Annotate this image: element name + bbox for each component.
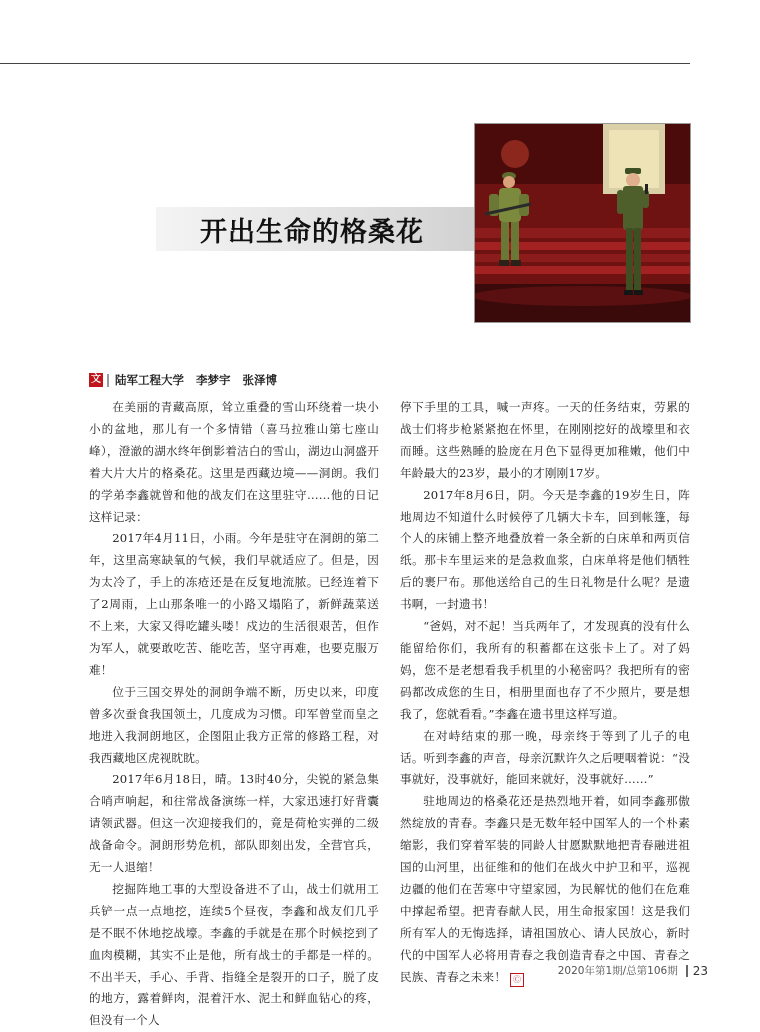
issue-info: 2020年第1期/总第106期: [557, 965, 678, 977]
byline: [89, 372, 277, 388]
end-mark-icon: Ⓒ: [510, 973, 524, 987]
byline-divider: [107, 374, 109, 387]
paragraph: 2017年6月18日，晴。13时40分，尖锐的紧急集合哨声响起，和往常战备演练一样，大家迅速打好背囊请领武器。但这一次迎接我们的，竟是荷枪实弹的二级战备命令。洞朗形势危机，部队即刻出发，全营官兵，无一人退缩！: [89, 772, 379, 875]
text-marker-icon: 文: [91, 374, 101, 385]
paragraph: 在美丽的青藏高原，耸立重叠的雪山环绕着一块小小的盆地，那儿有一个多情错（喜马拉雅山第七座山峰），澄澈的湖水终年倒影着洁白的雪山，湖边山洞盛开着大片大片的格桑花。这里是西藏边境——洞朗。我们的学弟李鑫就曾和他的战友们在这里驻守……他的日记这样记录：: [89, 400, 379, 524]
stage-performance-photo: [474, 123, 691, 323]
paragraph: “爸妈，对不起！当兵两年了，才发现真的没有什么能留给你们，我所有的积蓄都在这张卡上了。对了妈妈，您不是老想看我手机里的小秘密吗？我把所有的密码都改成您的生日，相册里面也存了不少照片，要是想我了，您就看看。”李鑫在遗书里这样写道。: [400, 619, 690, 721]
byline-author: 张泽博: [242, 373, 277, 387]
page-footer: [558, 963, 708, 978]
page-number: 23: [692, 963, 708, 978]
paragraph: 位于三国交界处的洞朗争端不断，历史以来，印度曾多次蚕食我国领土，几度成为习惯。印军曾堂而皇之地进入我洞朗地区，企图阻止我方正常的修路工程，对我西藏地区虎视眈眈。: [89, 684, 379, 765]
article-column-left: [89, 397, 379, 1032]
byline-affiliation: 陆军工程大学: [115, 373, 184, 387]
stage-performance-photo-icon: [475, 124, 690, 322]
paragraph: 2017年8月6日，阴。今天是李鑫的19岁生日，阵地周边不知道什么时候停了几辆大卡车，回到帐篷，每个人的床铺上整齐地叠放着一条全新的白床单和两页信纸。那卡车里运来的是急救血浆，白床单将是他们牺牲后的裹尸布。那他送给自己的生日礼物是什么呢？是遗书啊，一封遗书！: [400, 487, 690, 612]
header-rule: [0, 63, 690, 64]
paragraph: 挖掘阵地工事的大型设备进不了山，战士们就用工兵铲一点一点地挖，连续5个昼夜，李鑫和战友们几乎是不眠不休地挖战壕。李鑫的手就是在那个时候挖到了血肉模糊，其实不止是他，所有战士的手都是一样的。不出半天，手心、手背、指缝全是裂开的口子，脱了皮的地方，露着鲜肉，混着汗水、泥土和鲜血钻心的疼，但没有一个人: [89, 881, 379, 1028]
article-title: 开出生命的格桑花: [200, 217, 424, 248]
article-column-right: [400, 397, 690, 988]
paragraph: 2017年4月11日，小雨。今年是驻守在洞朗的第二年，这里高寒缺氧的气候，我们早就适应了。但是，因为太冷了，手上的冻疮还是在反复地流脓。已经连着下了2周雨，上山那条唯一的小路又塌陷了，新鲜蔬菜送不上来，大家又得吃罐头喽！戍边的生活很艰苦，但作为军人，就要敢吃苦、能吃苦，坚守再难，也要克服万难！: [89, 531, 379, 677]
final-paragraph-text: 驻地周边的格桑花还是热烈地开着，如同李鑫那傲然绽放的青春。李鑫只是无数年轻中国军人的一个朴素缩影，我们穿着军装的同龄人甘愿默默地把青春融进祖国的山河里，出征维和的他们在战火中护卫和平，巡视边疆的他们在苦寒中守望家园，为民解忧的他们在危难中撑起希望。把青春献人民，用生命报家国！这是我们所有军人的无悔选择，请祖国放心、请人民放心，新时代的中国军人必将用青春之我创造青春之中国、青春之民族、青春之未来！: [400, 794, 690, 984]
paragraph: 在对峙结束的那一晚，母亲终于等到了儿子的电话。听到李鑫的声音，母亲沉默许久之后哽咽着说：“没事就好，没事就好，能回来就好，没事就好……”: [400, 728, 690, 787]
paragraph-continued: 停下手里的工具，喊一声疼。一天的任务结束，劳累的战士们将步枪紧紧抱在怀里，在刚刚挖好的战壕里和衣而睡。这些熟睡的脸庞在月色下显得更加稚嫩，他们中年龄最大的23岁，最小的才刚刚17岁。: [400, 400, 690, 480]
byline-author: 李梦宇: [196, 373, 231, 387]
footer-divider: [686, 965, 688, 977]
paragraph-final: [400, 791, 690, 988]
